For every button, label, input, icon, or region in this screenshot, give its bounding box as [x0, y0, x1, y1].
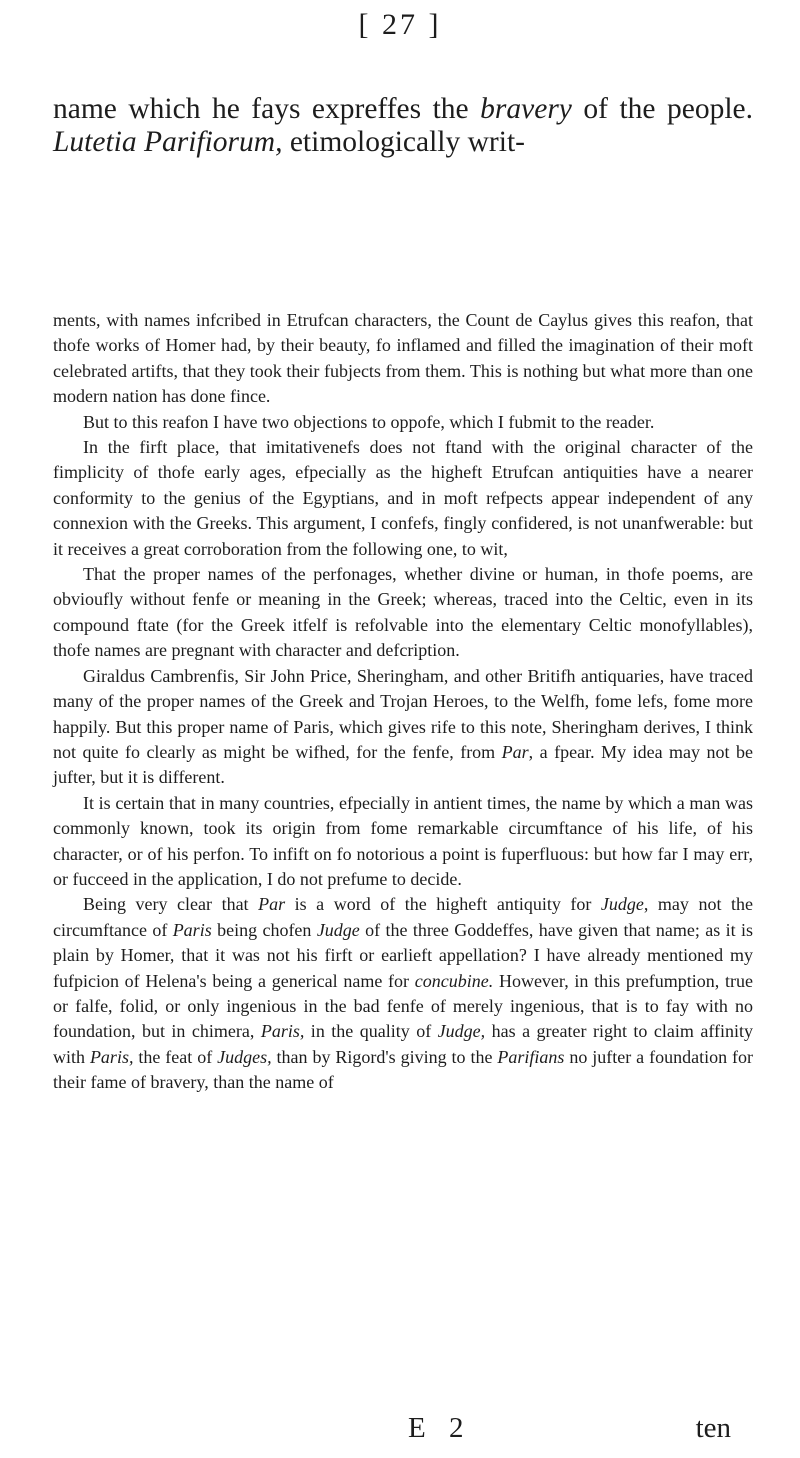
- text-run: name which he fays expreffes the: [53, 93, 481, 125]
- text-run: of the three Goddeffes, have given that name; as it is plain by Homer, that it was not his firft or earlieft appellation? I have already mentioned my fufpicion of Helena's being a generical name for: [53, 919, 753, 991]
- text-run: Being very clear that: [83, 894, 259, 915]
- text-run: etimologically writ-: [282, 126, 525, 158]
- text-run: , a fpear. My idea may not be jufter, but it is different.: [53, 741, 753, 788]
- paragraph-2: But to this reafon I have two objections to oppofe, which I fubmit to the reader.: [83, 411, 655, 432]
- text-run: , may not the circumftance of: [53, 894, 753, 940]
- italic-par: Par: [501, 741, 529, 762]
- italic-judge: Judge: [316, 919, 360, 940]
- text-run: has a greater right to claim affinity with: [53, 1021, 754, 1067]
- italic-paris: Paris,: [260, 1021, 305, 1042]
- italic-concubine: concubine.: [414, 970, 494, 991]
- paragraph-6: It is certain that in many countries, efpecially in antient times, the name by which a man was commonly known, took its origin from fome remarkable circumftance of his life, of his character, or of his perfon. To infift on fo notorious a point is fuperfluous: but how far I may err, or fucceed in the application, I do not prefume to decide.: [53, 792, 753, 889]
- paragraph-3: In the firft place, that imitativenefs does not ftand with the original character of the fimplicity of thofe early ages, efpecially as the higheft Etrufcan antiquities have a nearer conformity to the genius of the Egyptians, and in moft refpects appear independent of any connexion with the Greeks. This argument, I confefs, fingly confidered, is not unanfwerable: but it receives a great corroboration from the following one, to wit,: [53, 437, 753, 559]
- text-run: being chofen: [211, 919, 317, 940]
- text-run: is a word of the higheft antiquity for: [285, 894, 601, 915]
- italic-par: Par: [258, 894, 286, 915]
- paragraph-4: That the proper names of the perfonages, whether divine or human, in thofe poems, are obvioufly without fenfe or meaning in the Greek; whereas, traced into the Celtic, even in its compound ftate (for the Greek itfelf is refolvable into the elementary Celtic monofyllables), thofe names are pregnant with character and defcription.: [53, 564, 753, 661]
- italic-lutetia-parifiorum: Lutetia Parifiorum,: [53, 126, 283, 158]
- paragraph-1: ments, with names infcribed in Etrufcan characters, the Count de Caylus gives this reafon, that thofe works of Homer had, by their beauty, fo inflamed and filled the imagination of their moft celebrated artifts, that they took their fubjects from them. This is nothing but what more than one modern nation has done fince.: [53, 310, 753, 407]
- italic-paris: Paris,: [89, 1046, 134, 1067]
- text-run: of the people.: [571, 93, 753, 125]
- large-text-header: [53, 93, 753, 159]
- text-run: no jufter a foundation for their fame of bravery, than the name of: [53, 1046, 753, 1093]
- italic-word-bravery: bravery: [480, 93, 572, 125]
- catchword: ten: [695, 1412, 731, 1444]
- italic-parifians: Parifians: [497, 1046, 565, 1067]
- page-number: [ 27 ]: [358, 8, 442, 41]
- text-run: However, in this prefumption, true or falfe, folid, or only ingenious in the bad fenfe of merely ingenious, that is to fay with no foundation, but in chimera,: [53, 970, 753, 1042]
- paragraph-5: [53, 664, 753, 791]
- footnote-body: [53, 308, 753, 1096]
- text-run: Giraldus Cambrenfis, Sir John Price, Sheringham, and other Britifh antiquaries, have traced many of the proper names of the Greek and Trojan Heroes, to the Welfh, fome lefs, fome more happily. But this proper name of Paris, which gives rife to this note, Sheringham derives, I think not quite fo clearly as might be wifhed, for the fenfe, from: [53, 665, 753, 762]
- italic-judges: Judges,: [217, 1046, 272, 1067]
- italic-judge: Judge,: [437, 1021, 486, 1042]
- page-footer: [53, 1412, 753, 1452]
- signature-mark: E 2: [408, 1412, 472, 1444]
- text-run: the feat of: [133, 1046, 218, 1067]
- text-run: than by Rigord's giving to the: [271, 1046, 498, 1067]
- paragraph-7: [53, 892, 753, 1095]
- italic-paris: Paris: [172, 919, 212, 940]
- text-run: in the quality of: [304, 1021, 438, 1042]
- italic-judge: Judge: [600, 894, 644, 915]
